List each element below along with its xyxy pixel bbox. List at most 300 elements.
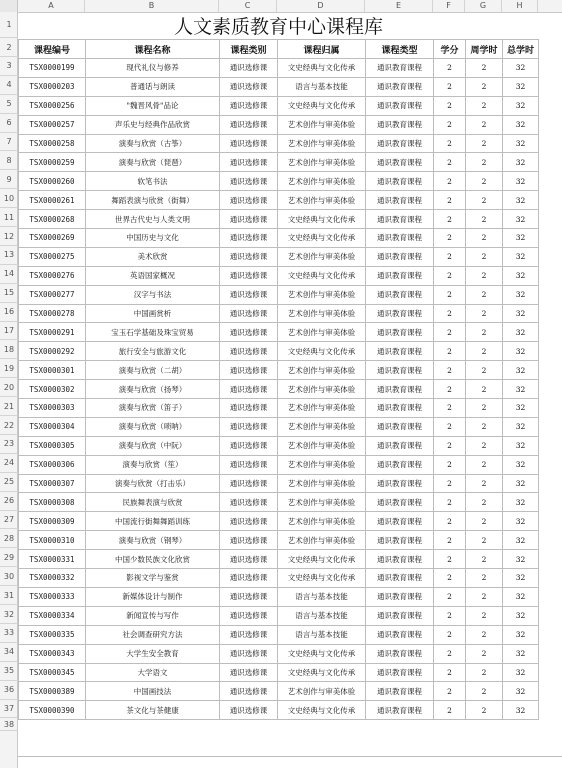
cell-c[interactable]: 通识选修课 [220, 531, 278, 550]
cell-b[interactable]: 演奏与欣赏（打击乐） [86, 474, 220, 493]
cell-g[interactable]: 2 [466, 701, 503, 720]
column-header-f[interactable]: F [433, 0, 465, 12]
cell-d[interactable]: 艺术创作与审美体验 [278, 134, 366, 153]
cell-e[interactable]: 通识教育课程 [366, 361, 434, 380]
cell-e[interactable]: 通识教育课程 [366, 663, 434, 682]
cell-f[interactable]: 2 [434, 210, 466, 229]
cell-h[interactable]: 32 [503, 153, 539, 172]
cell-h[interactable]: 32 [503, 569, 539, 588]
cell-a[interactable]: TSX0000275 [19, 247, 86, 266]
cell-b[interactable]: 影视文学与鉴赏 [86, 569, 220, 588]
cell-d[interactable]: 语言与基本技能 [278, 606, 366, 625]
cell-e[interactable]: 通识教育课程 [366, 229, 434, 248]
cell-c[interactable]: 通识选修课 [220, 210, 278, 229]
cell-h[interactable]: 32 [503, 606, 539, 625]
cell-h[interactable]: 32 [503, 342, 539, 361]
cell-c[interactable]: 通识选修课 [220, 644, 278, 663]
cell-a[interactable]: TSX0000277 [19, 285, 86, 304]
cell-g[interactable]: 2 [466, 625, 503, 644]
cell-b[interactable]: 新媒体设计与制作 [86, 587, 220, 606]
cell-c[interactable]: 通识选修课 [220, 96, 278, 115]
cell-d[interactable]: 语言与基本技能 [278, 625, 366, 644]
cell-b[interactable]: 宝玉石学基础及珠宝贸易 [86, 323, 220, 342]
cell-d[interactable]: 艺术创作与审美体验 [278, 115, 366, 134]
cell-f[interactable]: 2 [434, 304, 466, 323]
cell-d[interactable]: 文史经典与文化传承 [278, 663, 366, 682]
cell-b[interactable]: 大学生安全教育 [86, 644, 220, 663]
cell-a[interactable]: TSX0000260 [19, 172, 86, 191]
cell-d[interactable]: 语言与基本技能 [278, 77, 366, 96]
cell-a[interactable]: TSX0000335 [19, 625, 86, 644]
cell-h[interactable]: 32 [503, 191, 539, 210]
cell-d[interactable]: 艺术创作与审美体验 [278, 304, 366, 323]
cell-c[interactable]: 通识选修课 [220, 153, 278, 172]
cell-b[interactable]: 演奏与欣赏（古筝） [86, 134, 220, 153]
cell-g[interactable]: 2 [466, 417, 503, 436]
cell-a[interactable]: TSX0000343 [19, 644, 86, 663]
cell-f[interactable]: 2 [434, 380, 466, 399]
cell-g[interactable]: 2 [466, 96, 503, 115]
cell-b[interactable]: 声乐史与经典作品欣赏 [86, 115, 220, 134]
cell-g[interactable]: 2 [466, 285, 503, 304]
row-header[interactable]: 27 [0, 511, 18, 530]
cell-g[interactable]: 2 [466, 436, 503, 455]
cell-g[interactable]: 2 [466, 569, 503, 588]
cell-f[interactable]: 2 [434, 172, 466, 191]
cell-b[interactable]: 舞蹈表演与欣赏（街舞） [86, 191, 220, 210]
cell-e[interactable]: 通识教育课程 [366, 474, 434, 493]
column-header-d[interactable]: D [277, 0, 365, 12]
cell-d[interactable]: 艺术创作与审美体验 [278, 455, 366, 474]
cell-c[interactable]: 通识选修课 [220, 569, 278, 588]
header-cell[interactable]: 课程类型 [366, 40, 434, 59]
cell-h[interactable]: 32 [503, 59, 539, 78]
cell-a[interactable]: TSX0000291 [19, 323, 86, 342]
cell-a[interactable]: TSX0000310 [19, 531, 86, 550]
cell-e[interactable]: 通识教育课程 [366, 210, 434, 229]
cell-f[interactable]: 2 [434, 474, 466, 493]
cell-e[interactable]: 通识教育课程 [366, 455, 434, 474]
cell-f[interactable]: 2 [434, 247, 466, 266]
cell-c[interactable]: 通识选修课 [220, 436, 278, 455]
cell-b[interactable]: 汉字与书法 [86, 285, 220, 304]
cell-c[interactable]: 通识选修课 [220, 59, 278, 78]
cell-b[interactable]: 世界古代史与人类文明 [86, 210, 220, 229]
cell-f[interactable]: 2 [434, 625, 466, 644]
cell-c[interactable]: 通识选修课 [220, 493, 278, 512]
cell-e[interactable]: 通识教育课程 [366, 247, 434, 266]
cell-h[interactable]: 32 [503, 474, 539, 493]
cell-g[interactable]: 2 [466, 229, 503, 248]
cell-g[interactable]: 2 [466, 153, 503, 172]
cell-f[interactable]: 2 [434, 417, 466, 436]
cell-f[interactable]: 2 [434, 191, 466, 210]
cell-b[interactable]: 新闻宣传与写作 [86, 606, 220, 625]
cell-f[interactable]: 2 [434, 606, 466, 625]
cell-c[interactable]: 通识选修课 [220, 342, 278, 361]
cell-a[interactable]: TSX0000258 [19, 134, 86, 153]
row-header[interactable]: 33 [0, 624, 18, 643]
row-header[interactable]: 29 [0, 548, 18, 567]
cell-g[interactable]: 2 [466, 210, 503, 229]
cell-e[interactable]: 通识教育课程 [366, 285, 434, 304]
cell-g[interactable]: 2 [466, 247, 503, 266]
cell-e[interactable]: 通识教育课程 [366, 682, 434, 701]
cell-d[interactable]: 艺术创作与审美体验 [278, 493, 366, 512]
cell-e[interactable]: 通识教育课程 [366, 59, 434, 78]
cell-f[interactable]: 2 [434, 663, 466, 682]
cell-a[interactable]: TSX0000345 [19, 663, 86, 682]
cell-b[interactable]: 中国历史与文化 [86, 229, 220, 248]
cell-d[interactable]: 艺术创作与审美体验 [278, 399, 366, 418]
cell-d[interactable]: 艺术创作与审美体验 [278, 247, 366, 266]
cell-b[interactable]: 中国画赏析 [86, 304, 220, 323]
cell-f[interactable]: 2 [434, 587, 466, 606]
cell-h[interactable]: 32 [503, 266, 539, 285]
sheet-title[interactable]: 人文素质教育中心课程库 [174, 16, 384, 38]
cell-f[interactable]: 2 [434, 115, 466, 134]
cell-h[interactable]: 32 [503, 285, 539, 304]
cell-a[interactable]: TSX0000303 [19, 399, 86, 418]
cell-b[interactable]: 演奏与欣赏（笙） [86, 455, 220, 474]
cell-c[interactable]: 通识选修课 [220, 172, 278, 191]
cell-e[interactable]: 通识教育课程 [366, 153, 434, 172]
row-header[interactable]: 23 [0, 435, 18, 454]
cell-b[interactable]: 旅行安全与旅游文化 [86, 342, 220, 361]
cell-h[interactable]: 32 [503, 587, 539, 606]
row-header[interactable]: 22 [0, 416, 18, 435]
cell-e[interactable]: 通识教育课程 [366, 531, 434, 550]
cell-d[interactable]: 艺术创作与审美体验 [278, 512, 366, 531]
cell-c[interactable]: 通识选修课 [220, 625, 278, 644]
row-header[interactable]: 32 [0, 605, 18, 624]
cell-d[interactable]: 艺术创作与审美体验 [278, 191, 366, 210]
cell-a[interactable]: TSX0000389 [19, 682, 86, 701]
cell-c[interactable]: 通识选修课 [220, 701, 278, 720]
row-header[interactable]: 16 [0, 303, 18, 322]
cell-b[interactable]: 软笔书法 [86, 172, 220, 191]
cell-h[interactable]: 32 [503, 701, 539, 720]
cell-c[interactable]: 通识选修课 [220, 323, 278, 342]
cell-g[interactable]: 2 [466, 606, 503, 625]
cell-f[interactable]: 2 [434, 436, 466, 455]
cell-e[interactable]: 通识教育课程 [366, 266, 434, 285]
cell-a[interactable]: TSX0000304 [19, 417, 86, 436]
cell-b[interactable]: 茶文化与茶健康 [86, 701, 220, 720]
cell-f[interactable]: 2 [434, 701, 466, 720]
row-header[interactable]: 36 [0, 681, 18, 700]
column-header-e[interactable]: E [365, 0, 433, 12]
cell-h[interactable]: 32 [503, 644, 539, 663]
row-header[interactable]: 20 [0, 378, 18, 397]
cell-a[interactable]: TSX0000257 [19, 115, 86, 134]
cell-b[interactable]: 中国少数民族文化欣赏 [86, 550, 220, 569]
cell-b[interactable]: 演奏与欣赏（琵琶） [86, 153, 220, 172]
cell-g[interactable]: 2 [466, 172, 503, 191]
cell-h[interactable]: 32 [503, 455, 539, 474]
cell-g[interactable]: 2 [466, 399, 503, 418]
cell-d[interactable]: 艺术创作与审美体验 [278, 531, 366, 550]
cell-d[interactable]: 艺术创作与审美体验 [278, 323, 366, 342]
cell-c[interactable]: 通识选修课 [220, 266, 278, 285]
cell-h[interactable]: 32 [503, 625, 539, 644]
cell-c[interactable]: 通识选修课 [220, 587, 278, 606]
cell-c[interactable]: 通识选修课 [220, 229, 278, 248]
cell-e[interactable]: 通识教育课程 [366, 701, 434, 720]
cell-d[interactable]: 文史经典与文化传承 [278, 96, 366, 115]
header-cell[interactable]: 课程编号 [19, 40, 86, 59]
cell-f[interactable]: 2 [434, 399, 466, 418]
row-header[interactable]: 9 [0, 170, 18, 189]
cell-d[interactable]: 艺术创作与审美体验 [278, 153, 366, 172]
cell-c[interactable]: 通识选修课 [220, 417, 278, 436]
cell-a[interactable]: TSX0000256 [19, 96, 86, 115]
cell-c[interactable]: 通识选修课 [220, 512, 278, 531]
cell-a[interactable]: TSX0000308 [19, 493, 86, 512]
cell-f[interactable]: 2 [434, 96, 466, 115]
cell-e[interactable]: 通识教育课程 [366, 644, 434, 663]
cell-f[interactable]: 2 [434, 266, 466, 285]
cell-c[interactable]: 通识选修课 [220, 285, 278, 304]
cell-g[interactable]: 2 [466, 361, 503, 380]
cell-e[interactable]: 通识教育课程 [366, 172, 434, 191]
cell-d[interactable]: 艺术创作与审美体验 [278, 436, 366, 455]
row-header[interactable]: 34 [0, 643, 18, 662]
cell-g[interactable]: 2 [466, 266, 503, 285]
cell-d[interactable]: 语言与基本技能 [278, 587, 366, 606]
cell-a[interactable]: TSX0000269 [19, 229, 86, 248]
cell-g[interactable]: 2 [466, 474, 503, 493]
cell-d[interactable]: 艺术创作与审美体验 [278, 172, 366, 191]
cell-b[interactable]: 普通话与朗读 [86, 77, 220, 96]
row-header[interactable]: 37 [0, 700, 18, 719]
row-header[interactable]: 18 [0, 341, 18, 360]
cell-a[interactable]: TSX0000390 [19, 701, 86, 720]
cell-f[interactable]: 2 [434, 531, 466, 550]
cell-h[interactable]: 32 [503, 210, 539, 229]
cell-d[interactable]: 文史经典与文化传承 [278, 701, 366, 720]
header-cell[interactable]: 课程归属 [278, 40, 366, 59]
cell-f[interactable]: 2 [434, 229, 466, 248]
cell-c[interactable]: 通识选修课 [220, 380, 278, 399]
cell-e[interactable]: 通识教育课程 [366, 323, 434, 342]
cell-f[interactable]: 2 [434, 77, 466, 96]
cell-h[interactable]: 32 [503, 229, 539, 248]
cell-e[interactable]: 通识教育课程 [366, 512, 434, 531]
row-header[interactable]: 2 [0, 38, 18, 57]
cell-e[interactable]: 通识教育课程 [366, 569, 434, 588]
row-header[interactable]: 26 [0, 492, 18, 511]
row-header[interactable]: 30 [0, 567, 18, 586]
cell-e[interactable]: 通识教育课程 [366, 134, 434, 153]
cell-a[interactable]: TSX0000292 [19, 342, 86, 361]
cell-g[interactable]: 2 [466, 531, 503, 550]
cell-e[interactable]: 通识教育课程 [366, 436, 434, 455]
cell-d[interactable]: 文史经典与文化传承 [278, 229, 366, 248]
cell-c[interactable]: 通识选修课 [220, 115, 278, 134]
cell-a[interactable]: TSX0000199 [19, 59, 86, 78]
cell-c[interactable]: 通识选修课 [220, 134, 278, 153]
cell-a[interactable]: TSX0000307 [19, 474, 86, 493]
column-header-h[interactable]: H [502, 0, 538, 12]
cell-f[interactable]: 2 [434, 59, 466, 78]
cell-g[interactable]: 2 [466, 304, 503, 323]
row-header[interactable]: 5 [0, 95, 18, 114]
cell-e[interactable]: 通识教育课程 [366, 191, 434, 210]
column-header-a[interactable]: A [18, 0, 85, 12]
cell-a[interactable]: TSX0000306 [19, 455, 86, 474]
cell-c[interactable]: 通识选修课 [220, 77, 278, 96]
row-header[interactable]: 24 [0, 454, 18, 473]
cell-a[interactable]: TSX0000203 [19, 77, 86, 96]
cell-d[interactable]: 文史经典与文化传承 [278, 210, 366, 229]
cell-h[interactable]: 32 [503, 96, 539, 115]
cell-a[interactable]: TSX0000333 [19, 587, 86, 606]
cell-h[interactable]: 32 [503, 304, 539, 323]
cell-e[interactable]: 通识教育课程 [366, 96, 434, 115]
cell-b[interactable]: 演奏与欣赏（钢琴） [86, 531, 220, 550]
row-header[interactable]: 3 [0, 57, 18, 76]
row-header[interactable]: 38 [0, 719, 18, 731]
cell-f[interactable]: 2 [434, 682, 466, 701]
cell-h[interactable]: 32 [503, 134, 539, 153]
cell-d[interactable]: 文史经典与文化传承 [278, 342, 366, 361]
cell-c[interactable]: 通识选修课 [220, 682, 278, 701]
cell-h[interactable]: 32 [503, 436, 539, 455]
cell-c[interactable]: 通识选修课 [220, 361, 278, 380]
row-header[interactable]: 28 [0, 530, 18, 549]
cell-h[interactable]: 32 [503, 115, 539, 134]
cell-h[interactable]: 32 [503, 663, 539, 682]
header-cell[interactable]: 课程名称 [86, 40, 220, 59]
cell-h[interactable]: 32 [503, 550, 539, 569]
cell-a[interactable]: TSX0000268 [19, 210, 86, 229]
cell-b[interactable]: 现代礼仪与修养 [86, 59, 220, 78]
cell-h[interactable]: 32 [503, 172, 539, 191]
row-header[interactable]: 19 [0, 359, 18, 378]
row-header[interactable]: 25 [0, 473, 18, 492]
row-header[interactable]: 14 [0, 265, 18, 284]
cell-b[interactable]: 演奏与欣赏（扬琴） [86, 380, 220, 399]
cell-f[interactable]: 2 [434, 285, 466, 304]
cell-e[interactable]: 通识教育课程 [366, 77, 434, 96]
cell-h[interactable]: 32 [503, 399, 539, 418]
row-header[interactable]: 11 [0, 208, 18, 227]
cell-f[interactable]: 2 [434, 512, 466, 531]
row-header[interactable]: 7 [0, 133, 18, 152]
row-header[interactable]: 35 [0, 662, 18, 681]
cell-h[interactable]: 32 [503, 380, 539, 399]
cell-f[interactable]: 2 [434, 323, 466, 342]
cell-d[interactable]: 文史经典与文化传承 [278, 550, 366, 569]
cell-e[interactable]: 通识教育课程 [366, 342, 434, 361]
cell-b[interactable]: 中国流行街舞舞蹈训练 [86, 512, 220, 531]
row-38-empty[interactable] [18, 756, 562, 769]
cell-a[interactable]: TSX0000305 [19, 436, 86, 455]
cell-h[interactable]: 32 [503, 682, 539, 701]
row-header[interactable]: 17 [0, 322, 18, 341]
cell-f[interactable]: 2 [434, 550, 466, 569]
row-header[interactable]: 6 [0, 114, 18, 133]
header-cell[interactable]: 学分 [434, 40, 466, 59]
cell-b[interactable]: 演奏与欣赏（唢呐） [86, 417, 220, 436]
cell-c[interactable]: 通识选修课 [220, 191, 278, 210]
cell-d[interactable]: 艺术创作与审美体验 [278, 380, 366, 399]
cell-f[interactable]: 2 [434, 134, 466, 153]
cell-c[interactable]: 通识选修课 [220, 663, 278, 682]
cell-b[interactable]: 美术欣赏 [86, 247, 220, 266]
cell-h[interactable]: 32 [503, 247, 539, 266]
cell-b[interactable]: 演奏与欣赏（二胡） [86, 361, 220, 380]
cell-g[interactable]: 2 [466, 342, 503, 361]
cell-d[interactable]: 文史经典与文化传承 [278, 59, 366, 78]
cell-b[interactable]: 中国画技法 [86, 682, 220, 701]
row-header[interactable]: 8 [0, 152, 18, 171]
cell-g[interactable]: 2 [466, 323, 503, 342]
cell-a[interactable]: TSX0000278 [19, 304, 86, 323]
cell-b[interactable]: 演奏与欣赏（笛子） [86, 399, 220, 418]
cell-b[interactable]: 社会调查研究方法 [86, 625, 220, 644]
cell-g[interactable]: 2 [466, 550, 503, 569]
cell-e[interactable]: 通识教育课程 [366, 550, 434, 569]
row-header[interactable]: 31 [0, 586, 18, 605]
select-all-corner[interactable] [0, 0, 18, 12]
cell-c[interactable]: 通识选修课 [220, 304, 278, 323]
cell-e[interactable]: 通识教育课程 [366, 417, 434, 436]
cell-a[interactable]: TSX0000259 [19, 153, 86, 172]
cell-h[interactable]: 32 [503, 531, 539, 550]
cell-g[interactable]: 2 [466, 587, 503, 606]
cell-c[interactable]: 通识选修课 [220, 474, 278, 493]
cell-d[interactable]: 艺术创作与审美体验 [278, 285, 366, 304]
cell-g[interactable]: 2 [466, 59, 503, 78]
cell-f[interactable]: 2 [434, 644, 466, 663]
cell-h[interactable]: 32 [503, 323, 539, 342]
cell-g[interactable]: 2 [466, 493, 503, 512]
cell-f[interactable]: 2 [434, 342, 466, 361]
cell-f[interactable]: 2 [434, 361, 466, 380]
cell-e[interactable]: 通识教育课程 [366, 380, 434, 399]
cell-g[interactable]: 2 [466, 191, 503, 210]
cell-f[interactable]: 2 [434, 493, 466, 512]
cell-f[interactable]: 2 [434, 569, 466, 588]
cell-a[interactable]: TSX0000332 [19, 569, 86, 588]
cell-d[interactable]: 文史经典与文化传承 [278, 569, 366, 588]
cell-d[interactable]: 艺术创作与审美体验 [278, 474, 366, 493]
cell-h[interactable]: 32 [503, 417, 539, 436]
cell-c[interactable]: 通识选修课 [220, 399, 278, 418]
cell-e[interactable]: 通识教育课程 [366, 606, 434, 625]
cell-c[interactable]: 通识选修课 [220, 606, 278, 625]
cell-h[interactable]: 32 [503, 512, 539, 531]
row-header[interactable]: 15 [0, 284, 18, 303]
cell-h[interactable]: 32 [503, 493, 539, 512]
row-header[interactable]: 13 [0, 246, 18, 265]
column-header-g[interactable]: G [465, 0, 502, 12]
cell-a[interactable]: TSX0000302 [19, 380, 86, 399]
cell-g[interactable]: 2 [466, 115, 503, 134]
cell-f[interactable]: 2 [434, 455, 466, 474]
cell-d[interactable]: 艺术创作与审美体验 [278, 417, 366, 436]
cell-e[interactable]: 通识教育课程 [366, 115, 434, 134]
cell-b[interactable]: 英语国家概况 [86, 266, 220, 285]
cell-e[interactable]: 通识教育课程 [366, 625, 434, 644]
cell-b[interactable]: 民族舞表演与欣赏 [86, 493, 220, 512]
cell-b[interactable]: 演奏与欣赏（中阮） [86, 436, 220, 455]
cell-h[interactable]: 32 [503, 77, 539, 96]
cell-a[interactable]: TSX0000301 [19, 361, 86, 380]
row-header[interactable]: 1 [0, 12, 18, 38]
